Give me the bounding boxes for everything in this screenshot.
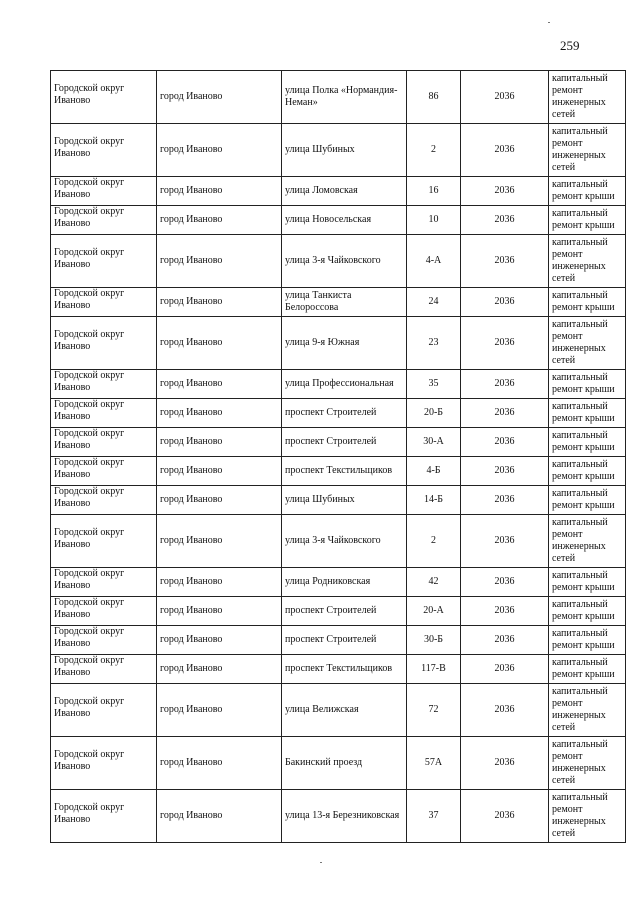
cell-street: Бакинский проезд bbox=[282, 737, 407, 790]
cell-house: 2 bbox=[407, 124, 461, 177]
table-row bbox=[51, 486, 626, 515]
cell-okrug: Городской округ Иваново bbox=[51, 71, 157, 124]
cell-year: 2036 bbox=[461, 399, 549, 428]
cell-house: 24 bbox=[407, 288, 461, 317]
cell-house: 16 bbox=[407, 177, 461, 206]
table-row bbox=[51, 235, 626, 288]
cell-city: город Иваново bbox=[157, 71, 282, 124]
cell-okrug: Городской округ Иваново bbox=[51, 655, 157, 684]
cell-year: 2036 bbox=[461, 568, 549, 597]
cell-year: 2036 bbox=[461, 626, 549, 655]
cell-work: капитальный ремонт крыши bbox=[549, 568, 626, 597]
scan-speck bbox=[548, 22, 550, 23]
cell-year: 2036 bbox=[461, 124, 549, 177]
cell-year: 2036 bbox=[461, 737, 549, 790]
cell-city: город Иваново bbox=[157, 124, 282, 177]
table-row bbox=[51, 684, 626, 737]
table-row bbox=[51, 317, 626, 370]
table-row bbox=[51, 790, 626, 843]
cell-okrug: Городской округ Иваново bbox=[51, 206, 157, 235]
cell-work: капитальный ремонт крыши bbox=[549, 370, 626, 399]
cell-okrug: Городской округ Иваново bbox=[51, 124, 157, 177]
cell-work: капитальный ремонт крыши bbox=[549, 399, 626, 428]
page-number: 259 bbox=[560, 38, 580, 53]
cell-okrug: Городской округ Иваново bbox=[51, 428, 157, 457]
cell-street: улица Полка «Нормандия-Неман» bbox=[282, 71, 407, 124]
cell-street: улица Танкиста Белороссова bbox=[282, 288, 407, 317]
cell-house: 30-Б bbox=[407, 626, 461, 655]
cell-street: улица Велижская bbox=[282, 684, 407, 737]
cell-year: 2036 bbox=[461, 288, 549, 317]
cell-street: проспект Строителей bbox=[282, 428, 407, 457]
cell-house: 42 bbox=[407, 568, 461, 597]
cell-street: улица Шубиных bbox=[282, 124, 407, 177]
cell-year: 2036 bbox=[461, 515, 549, 568]
scan-speck bbox=[320, 862, 322, 863]
cell-okrug: Городской округ Иваново bbox=[51, 288, 157, 317]
cell-work: капитальный ремонт крыши bbox=[549, 206, 626, 235]
cell-year: 2036 bbox=[461, 428, 549, 457]
cell-work: капитальный ремонт крыши bbox=[549, 177, 626, 206]
cell-house: 57А bbox=[407, 737, 461, 790]
cell-okrug: Городской округ Иваново bbox=[51, 515, 157, 568]
cell-house: 20-А bbox=[407, 597, 461, 626]
cell-work: капитальный ремонт инженерных сетей bbox=[549, 317, 626, 370]
cell-year: 2036 bbox=[461, 597, 549, 626]
cell-year: 2036 bbox=[461, 206, 549, 235]
cell-house: 72 bbox=[407, 684, 461, 737]
cell-street: улица Шубиных bbox=[282, 486, 407, 515]
cell-okrug: Городской округ Иваново bbox=[51, 370, 157, 399]
cell-city: город Иваново bbox=[157, 177, 282, 206]
cell-street: улица Ломовская bbox=[282, 177, 407, 206]
cell-city: город Иваново bbox=[157, 457, 282, 486]
cell-okrug: Городской округ Иваново bbox=[51, 597, 157, 626]
cell-work: капитальный ремонт инженерных сетей bbox=[549, 235, 626, 288]
cell-street: улица 3-я Чайковского bbox=[282, 515, 407, 568]
cell-street: проспект Текстильщиков bbox=[282, 655, 407, 684]
cell-year: 2036 bbox=[461, 177, 549, 206]
table-row bbox=[51, 568, 626, 597]
cell-okrug: Городской округ Иваново bbox=[51, 177, 157, 206]
cell-house: 35 bbox=[407, 370, 461, 399]
cell-work: капитальный ремонт инженерных сетей bbox=[549, 515, 626, 568]
table-row bbox=[51, 206, 626, 235]
cell-house: 2 bbox=[407, 515, 461, 568]
cell-street: проспект Строителей bbox=[282, 597, 407, 626]
cell-okrug: Городской округ Иваново bbox=[51, 626, 157, 655]
cell-city: город Иваново bbox=[157, 790, 282, 843]
cell-city: город Иваново bbox=[157, 568, 282, 597]
cell-street: проспект Строителей bbox=[282, 626, 407, 655]
table-row bbox=[51, 626, 626, 655]
cell-okrug: Городской округ Иваново bbox=[51, 235, 157, 288]
cell-work: капитальный ремонт крыши bbox=[549, 597, 626, 626]
table-body bbox=[51, 71, 626, 843]
cell-city: город Иваново bbox=[157, 684, 282, 737]
cell-city: город Иваново bbox=[157, 655, 282, 684]
cell-okrug: Городской округ Иваново bbox=[51, 399, 157, 428]
cell-year: 2036 bbox=[461, 370, 549, 399]
cell-work: капитальный ремонт крыши bbox=[549, 626, 626, 655]
cell-street: улица 3-я Чайковского bbox=[282, 235, 407, 288]
table-row bbox=[51, 71, 626, 124]
table-row bbox=[51, 370, 626, 399]
cell-city: город Иваново bbox=[157, 206, 282, 235]
cell-house: 4-Б bbox=[407, 457, 461, 486]
cell-work: капитальный ремонт крыши bbox=[549, 428, 626, 457]
cell-work: капитальный ремонт крыши bbox=[549, 486, 626, 515]
housing-repair-table bbox=[50, 70, 626, 843]
table-row bbox=[51, 288, 626, 317]
cell-street: улица 13-я Березниковская bbox=[282, 790, 407, 843]
cell-work: капитальный ремонт инженерных сетей bbox=[549, 124, 626, 177]
cell-house: 23 bbox=[407, 317, 461, 370]
cell-street: проспект Текстильщиков bbox=[282, 457, 407, 486]
cell-street: улица Новосельская bbox=[282, 206, 407, 235]
cell-year: 2036 bbox=[461, 486, 549, 515]
cell-work: капитальный ремонт крыши bbox=[549, 288, 626, 317]
cell-city: город Иваново bbox=[157, 515, 282, 568]
cell-street: улица 9-я Южная bbox=[282, 317, 407, 370]
cell-okrug: Городской округ Иваново bbox=[51, 684, 157, 737]
cell-house: 4-А bbox=[407, 235, 461, 288]
table-row bbox=[51, 597, 626, 626]
cell-house: 117-В bbox=[407, 655, 461, 684]
cell-work: капитальный ремонт инженерных сетей bbox=[549, 71, 626, 124]
cell-city: город Иваново bbox=[157, 597, 282, 626]
table-row bbox=[51, 399, 626, 428]
cell-work: капитальный ремонт крыши bbox=[549, 457, 626, 486]
cell-work: капитальный ремонт инженерных сетей bbox=[549, 737, 626, 790]
cell-year: 2036 bbox=[461, 655, 549, 684]
cell-year: 2036 bbox=[461, 790, 549, 843]
cell-city: город Иваново bbox=[157, 626, 282, 655]
cell-city: город Иваново bbox=[157, 399, 282, 428]
table-row bbox=[51, 124, 626, 177]
cell-year: 2036 bbox=[461, 457, 549, 486]
table-row bbox=[51, 515, 626, 568]
cell-house: 37 bbox=[407, 790, 461, 843]
cell-house: 30-А bbox=[407, 428, 461, 457]
cell-house: 20-Б bbox=[407, 399, 461, 428]
cell-okrug: Городской округ Иваново bbox=[51, 486, 157, 515]
cell-year: 2036 bbox=[461, 71, 549, 124]
cell-city: город Иваново bbox=[157, 486, 282, 515]
cell-house: 10 bbox=[407, 206, 461, 235]
cell-year: 2036 bbox=[461, 684, 549, 737]
cell-city: город Иваново bbox=[157, 428, 282, 457]
table-row bbox=[51, 737, 626, 790]
cell-okrug: Городской округ Иваново bbox=[51, 568, 157, 597]
table-row bbox=[51, 428, 626, 457]
table-row bbox=[51, 457, 626, 486]
cell-city: город Иваново bbox=[157, 317, 282, 370]
cell-city: город Иваново bbox=[157, 235, 282, 288]
cell-okrug: Городской округ Иваново bbox=[51, 457, 157, 486]
table-row bbox=[51, 655, 626, 684]
cell-city: город Иваново bbox=[157, 288, 282, 317]
cell-year: 2036 bbox=[461, 317, 549, 370]
table-row bbox=[51, 177, 626, 206]
cell-work: капитальный ремонт крыши bbox=[549, 655, 626, 684]
cell-okrug: Городской округ Иваново bbox=[51, 317, 157, 370]
cell-street: проспект Строителей bbox=[282, 399, 407, 428]
cell-work: капитальный ремонт инженерных сетей bbox=[549, 790, 626, 843]
cell-house: 14-Б bbox=[407, 486, 461, 515]
cell-work: капитальный ремонт инженерных сетей bbox=[549, 684, 626, 737]
cell-okrug: Городской округ Иваново bbox=[51, 737, 157, 790]
cell-year: 2036 bbox=[461, 235, 549, 288]
cell-city: город Иваново bbox=[157, 737, 282, 790]
cell-house: 86 bbox=[407, 71, 461, 124]
cell-street: улица Родниковская bbox=[282, 568, 407, 597]
cell-city: город Иваново bbox=[157, 370, 282, 399]
cell-street: улица Профессиональная bbox=[282, 370, 407, 399]
cell-okrug: Городской округ Иваново bbox=[51, 790, 157, 843]
